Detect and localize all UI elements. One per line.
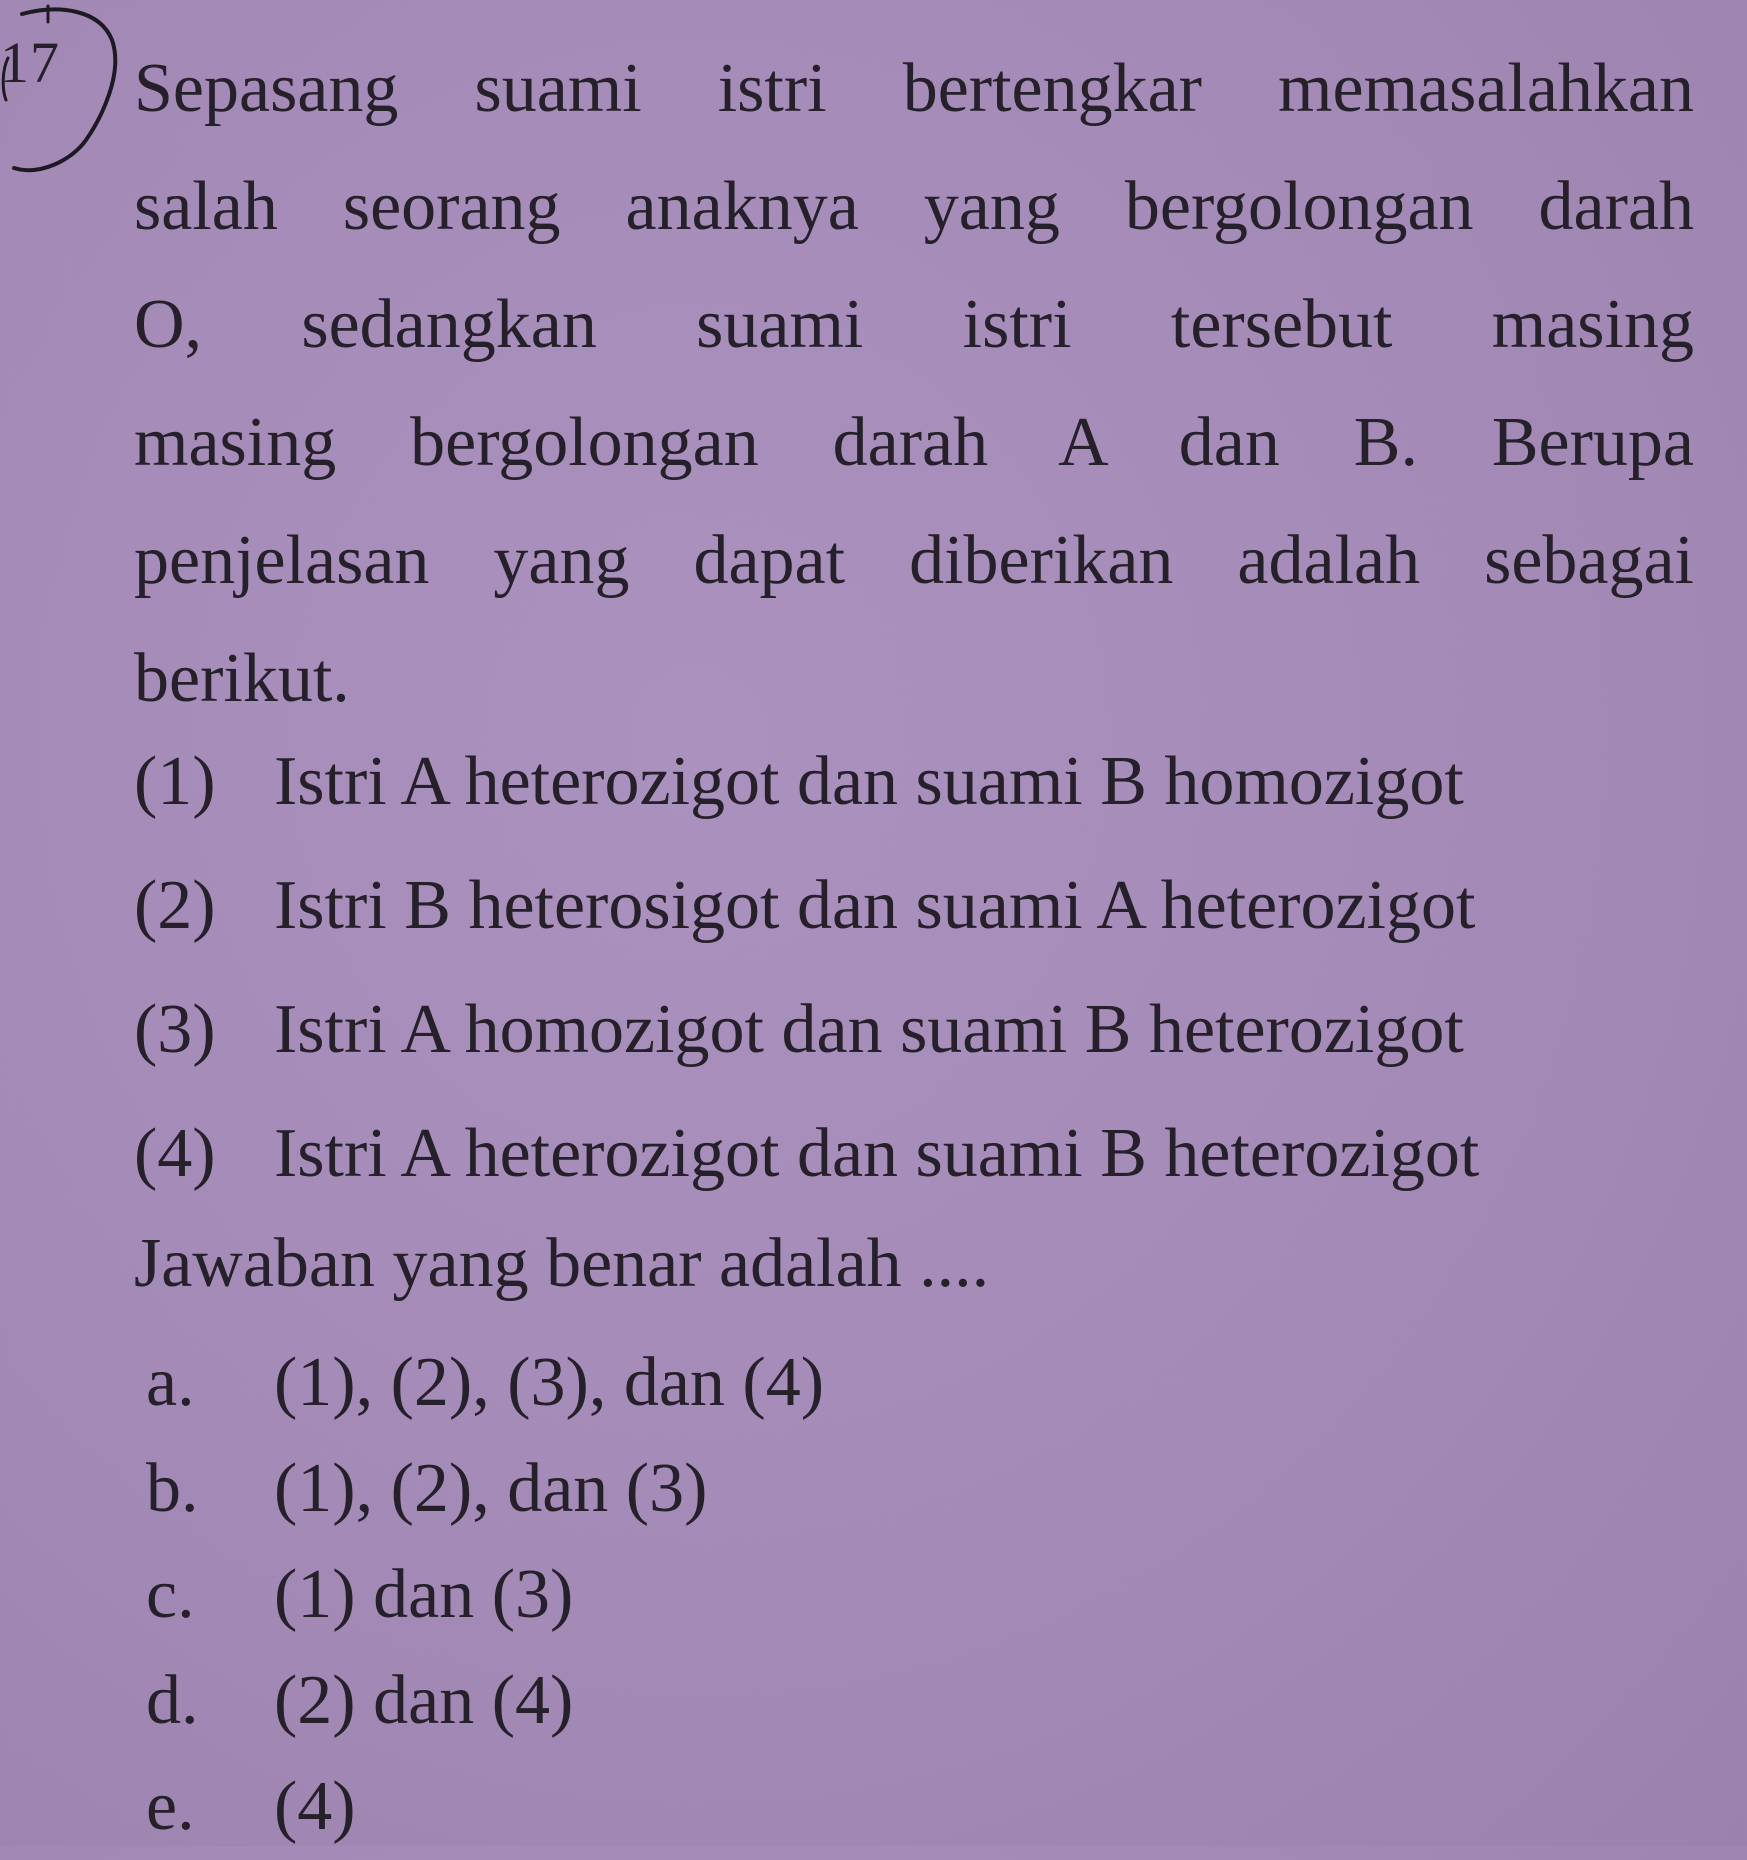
handwritten-circle-mark bbox=[0, 0, 140, 190]
option-letter: c. bbox=[146, 1556, 195, 1633]
statement-text: Istri A heterozigot dan suami B heterozigot bbox=[274, 1115, 1480, 1192]
statement-number: (1) bbox=[134, 743, 216, 820]
stem-line: O, sedangkan suami istri tersebut masing bbox=[134, 286, 1694, 363]
option-text: (2) dan (4) bbox=[274, 1662, 574, 1739]
question-stem bbox=[134, 30, 1694, 738]
answer-prompt: Jawaban yang benar adalah .... bbox=[134, 1225, 990, 1302]
stem-line: Sepasang suami istri bertengkar memasalahkan bbox=[134, 50, 1694, 127]
statement-number: (3) bbox=[134, 991, 216, 1068]
stem-line: salah seorang anaknya yang bergolongan darah bbox=[134, 168, 1694, 245]
statement-text: Istri A homozigot dan suami B heterozigot bbox=[274, 991, 1464, 1068]
question-number: 17 bbox=[0, 30, 60, 95]
statement-number: (4) bbox=[134, 1115, 216, 1192]
stem-line: masing bergolongan darah A dan B. Berupa bbox=[134, 404, 1694, 481]
option-letter: b. bbox=[146, 1450, 199, 1527]
option-text: (4) bbox=[274, 1768, 356, 1845]
statement-number: (2) bbox=[134, 867, 216, 944]
option-letter: a. bbox=[146, 1344, 195, 1421]
option-text: (1), (2), dan (3) bbox=[274, 1450, 708, 1527]
option-text: (1), (2), (3), dan (4) bbox=[274, 1344, 825, 1421]
option-text: (1) dan (3) bbox=[274, 1556, 574, 1633]
statement-item bbox=[134, 1092, 1694, 1216]
statement-list bbox=[134, 720, 1694, 1216]
option-letter: e. bbox=[146, 1768, 195, 1845]
statement-item bbox=[134, 720, 1694, 844]
statement-text: Istri B heterosigot dan suami A heterozigot bbox=[274, 867, 1476, 944]
stem-line: penjelasan yang dapat diberikan adalah sebagai bbox=[134, 522, 1694, 599]
statement-item bbox=[134, 844, 1694, 968]
statement-text: Istri A heterozigot dan suami B homozigot bbox=[274, 743, 1464, 820]
statement-item bbox=[134, 968, 1694, 1092]
option-letter: d. bbox=[146, 1662, 199, 1739]
stem-line: berikut. bbox=[134, 640, 350, 717]
